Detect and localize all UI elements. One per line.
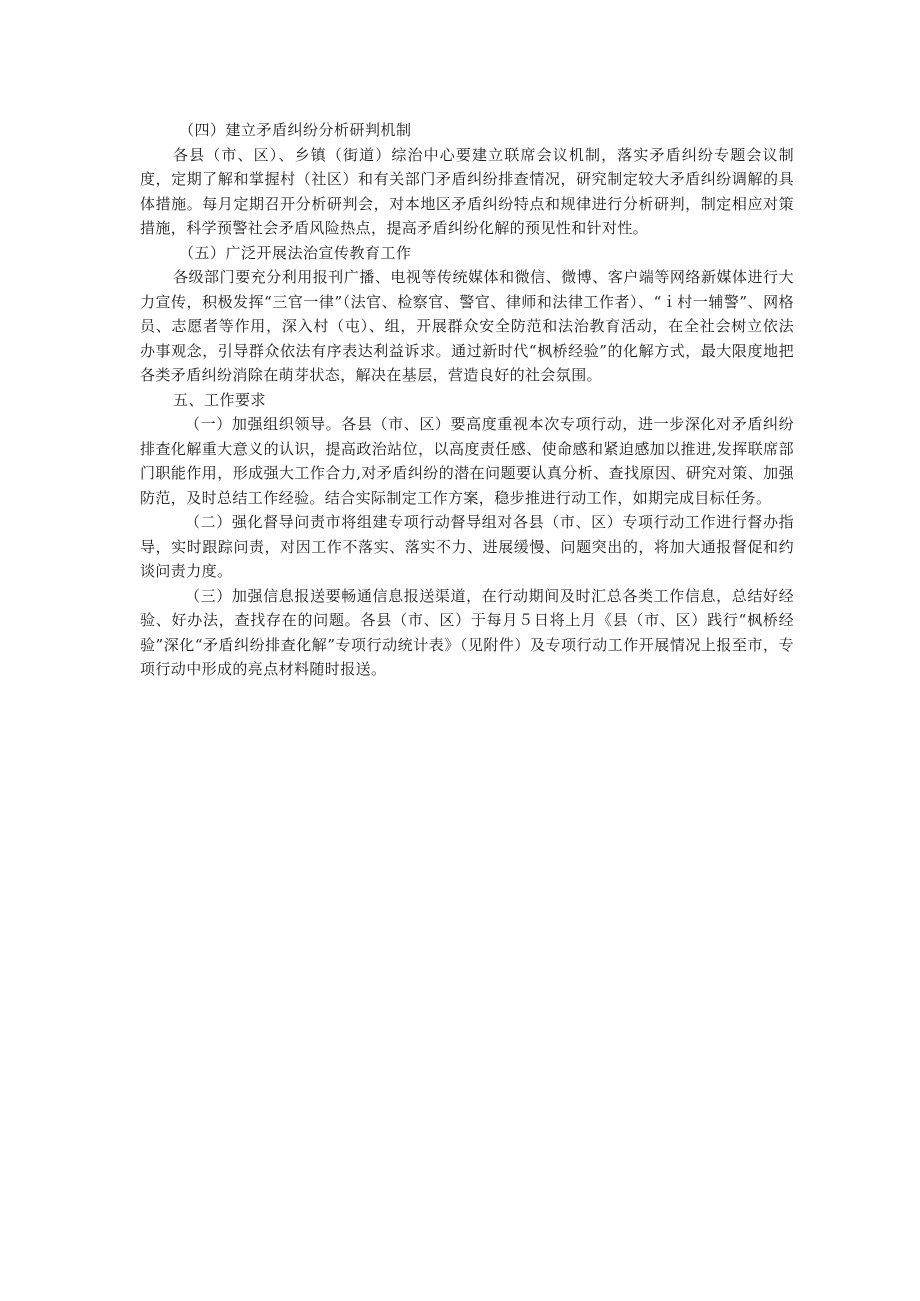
paragraph-requirement-organization: （一）加强组织领导。各县（市、区）要高度重视本次专项行动，进一步深化对矛盾纠纷排查化解重大意义的认识，提高政治站位，以高度责任感、使命感和紧迫感加以推进,发挥联席部门职能作用，形成强大工作合力,对矛盾纠纷的潜在问题要认真分析、查找原因、研究对策、加强防范，及时总结工作经验。结合实际制定工作方案，稳步推进行动工作，如期完成目标任务。 xyxy=(140,415,794,507)
paragraph-analysis-mechanism: 各县（市、区）、乡镇（街道）综治中心要建立联席会议机制，落实矛盾纠纷专题会议制度，定期了解和掌握村（社区）和有关部门矛盾纠纷排查情况，研究制定较大矛盾纠纷调解的具体措施。每月定期召开分析研判会，对本地区矛盾纠纷特点和规律进行分析研判，制定相应对策措施，科学预警社会矛盾风险热点，提高矛盾纠纷化解的预见性和针对性。 xyxy=(140,145,794,237)
paragraph-legal-publicity: 各级部门要充分利用报刊广播、电视等传统媒体和微信、微博、客户端等网络新媒体进行大力宣传，积极发挥“三官一律”（法官、检察官、警官、律师和法律工作者）、“ｉ村一辅警”、网格员、志愿者等作用，深入村（屯）、组，开展群众安全防范和法治教育活动，在全社会树立依法办事观念，引导群众依法有序表达利益诉求。通过新时代“枫桥经验”的化解方式，最大限度地把各类矛盾纠纷消除在萌芽状态，解决在基层，营造良好的社会氛围。 xyxy=(140,268,794,384)
document-page xyxy=(140,118,794,682)
section-work-requirements: 五、工作要求 xyxy=(173,390,267,409)
heading-legal-publicity: （五）广泛开展法治宣传教育工作 xyxy=(179,243,412,262)
heading-analysis-mechanism: （四）建立矛盾纠纷分析研判机制 xyxy=(179,121,412,139)
paragraph-requirement-reporting: （三）加强信息报送要畅通信息报送渠道，在行动期间及时汇总各类工作信息，总结好经验、好办法，查找存在的问题。各县（市、区）于每月５日将上月《县（市、区）践行“枫桥经验”深化“矛盾纠纷排查化解”专项行动统计表》（见附件）及专项行动工作开展情况上报至市，专项行动中形成的亮点材料随时报送。 xyxy=(140,586,794,678)
paragraph-requirement-supervision: （二）强化督导问责市将组建专项行动督导组对各县（市、区）专项行动工作进行督办指导，实时跟踪问责，对因工作不落实、落实不力、进展缓慢、问题突出的，将加大通报督促和约谈问责力度。 xyxy=(140,513,794,580)
